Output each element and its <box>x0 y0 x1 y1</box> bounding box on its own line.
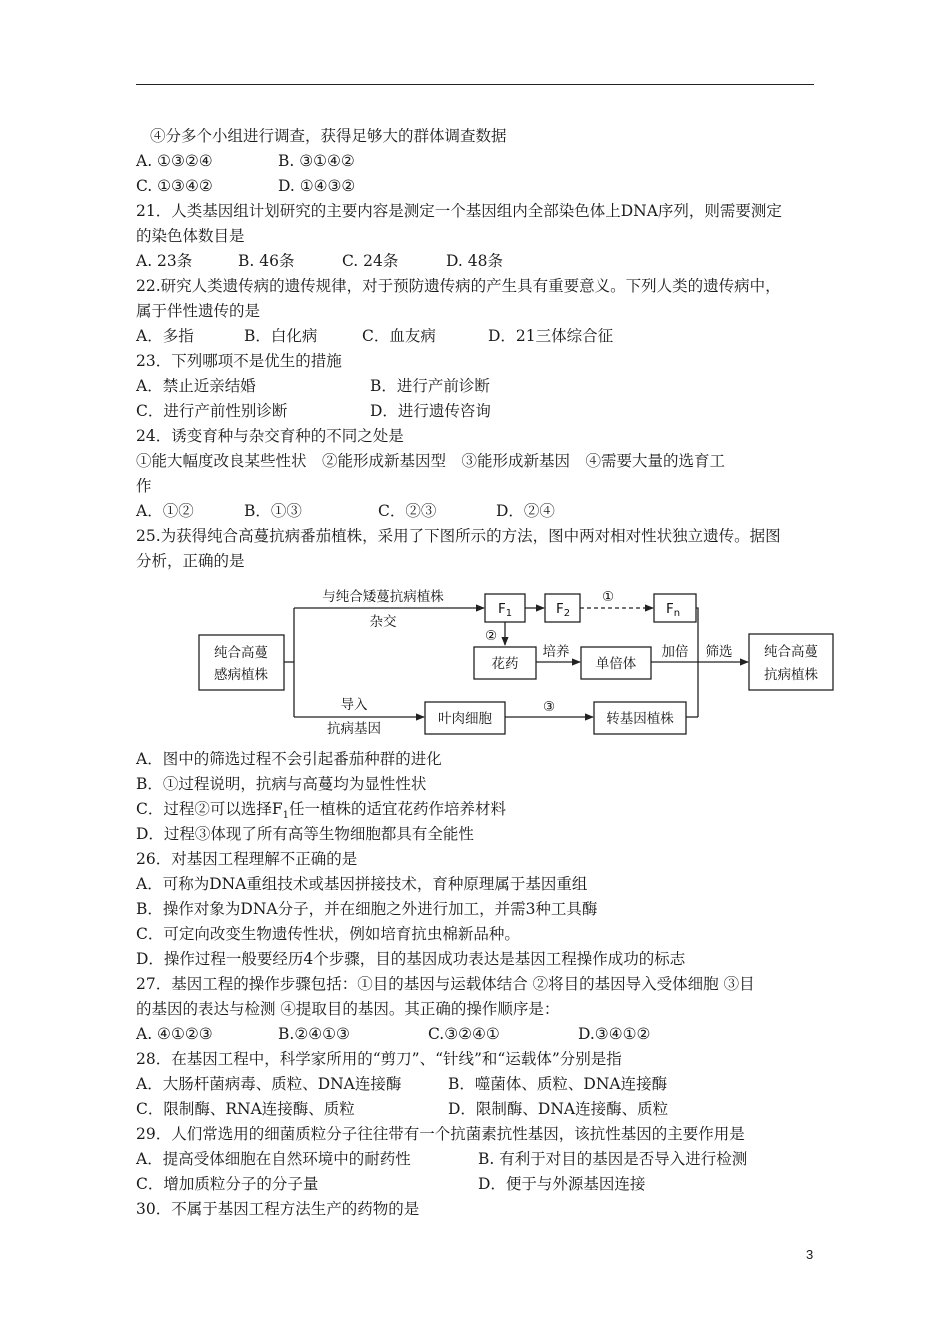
q29-option-b: B. 有利于对目的基因是否导入进行检测 <box>478 1150 748 1168</box>
q22-option-b: B．白化病 <box>244 327 318 345</box>
end-label-line1: 纯合高蔓 <box>764 644 818 660</box>
end-label-line2: 抗病植株 <box>764 667 818 683</box>
q24-items-line2: 作 <box>136 477 152 495</box>
q24-option-b: B．①③ <box>244 502 302 520</box>
q28-option-c: C．限制酶、RNA连接酶、质粒 <box>136 1100 355 1118</box>
q20-option-a: A. ①③②④ <box>136 152 213 170</box>
q26-stem: 26．对基因工程理解不正确的是 <box>136 850 358 868</box>
q25-option-b: B．①过程说明，抗病与高蔓均为显性性状 <box>136 775 427 793</box>
q30-stem: 30．不属于基因工程方法生产的药物的是 <box>136 1200 420 1218</box>
q25-stem-line1: 25.为获得纯合高蔓抗病番茄植株，采用了下图所示的方法，图中两对相对性状独立遗传。据图 <box>136 527 781 545</box>
q27-stem-line2: 的基因的表达与检测 ④提取目的基因。其正确的操作顺序是： <box>136 1000 560 1018</box>
q23-option-c: C．进行产前性别诊断 <box>136 402 288 420</box>
select-label: 筛选 <box>705 644 733 660</box>
q25-option-c: C．过程②可以选择$F_1$任一植株的适宜花药作培养材料 <box>136 800 507 822</box>
q26-option-c: C．可定向改变生物遗传性状，例如培育抗虫棉新品种。 <box>136 925 520 943</box>
anther-label: 花药 <box>491 656 519 672</box>
q21-option-c: C. 24条 <box>342 252 399 270</box>
step2-label: ② <box>484 628 498 644</box>
mesophyll-label: 叶肉细胞 <box>438 711 492 727</box>
import-label-2: 抗病基因 <box>327 721 381 737</box>
q21-option-d: D. 48条 <box>446 252 503 270</box>
q26-option-a: A．可称为DNA重组技术或基因拼接技术，育种原理属于基因重组 <box>136 875 588 893</box>
q24-option-a: A．①② <box>136 502 194 520</box>
header-rule <box>136 84 814 85</box>
q27-option-b: B.②④①③ <box>278 1025 350 1043</box>
q28-option-a: A．大肠杆菌病毒、质粒、DNA连接酶 <box>136 1075 402 1093</box>
q21-option-a: A. 23条 <box>136 252 193 270</box>
q29-option-c: C．增加质粒分子的分子量 <box>136 1175 319 1193</box>
q26-option-d: D．操作过程一般要经历4个步骤，目的基因成功表达是基因工程操作成功的标志 <box>136 950 686 968</box>
q27-option-c: C.③②④① <box>428 1025 500 1043</box>
q27-stem-line1: 27．基因工程的操作步骤包括：①目的基因与运载体结合 ②将目的基因导入受体细胞 ③目 <box>136 975 755 993</box>
q21-option-b: B. 46条 <box>238 252 295 270</box>
q28-option-d: D．限制酶、DNA连接酶、质粒 <box>448 1100 669 1118</box>
q22-stem-line2: 属于伴性遗传的是 <box>136 302 261 320</box>
q25-option-d: D．过程③体现了所有高等生物细胞都具有全能性 <box>136 825 474 843</box>
q27-option-d: D.③④①② <box>578 1025 651 1043</box>
q23-stem: 23．下列哪项不是优生的措施 <box>136 352 342 370</box>
q22-option-d: D．21三体综合征 <box>488 327 614 345</box>
q23-option-a: A．禁止近亲结婚 <box>136 377 256 395</box>
haploid-label: 单倍体 <box>595 656 637 672</box>
page-number: 3 <box>806 1247 814 1262</box>
f2-label: $F_2$ <box>556 601 571 619</box>
q24-option-d: D．②④ <box>496 502 555 520</box>
cross-label: 与纯合矮蔓抗病植株 <box>322 589 444 605</box>
q28-stem: 28．在基因工程中，科学家所用的“剪刀”、“针线”和“运载体”分别是指 <box>136 1050 622 1068</box>
f1-label: $F_1$ <box>498 601 513 619</box>
q22-option-c: C．血友病 <box>362 327 436 345</box>
step3-label: ③ <box>542 699 556 715</box>
q20-item4: ④分多个小组进行调查，获得足够大的群体调查数据 <box>150 127 507 145</box>
q21-stem-line1: 21．人类基因组计划研究的主要内容是测定一个基因组内全部染色体上DNA序列，则需要测定 <box>136 202 782 220</box>
q29-option-d: D．便于与外源基因连接 <box>478 1175 646 1193</box>
transgenic-label: 转基因植株 <box>606 711 674 727</box>
q28-option-b: B．噬菌体、质粒、DNA连接酶 <box>448 1075 668 1093</box>
import-label-1: 导入 <box>340 697 368 713</box>
start-label-line1: 纯合高蔓 <box>214 645 268 661</box>
cross-label-2: 杂交 <box>369 614 397 630</box>
q20-option-b: B. ③①④② <box>278 152 355 170</box>
q25-stem-line2: 分析，正确的是 <box>136 552 245 570</box>
q26-option-b: B．操作对象为DNA分子，并在细胞之外进行加工，并需3种工具酶 <box>136 900 598 918</box>
q29-option-a: A．提高受体细胞在自然环境中的耐药性 <box>136 1150 411 1168</box>
q23-option-b: B．进行产前诊断 <box>370 377 490 395</box>
start-label-line2: 感病植株 <box>214 667 268 683</box>
q25-option-a: A．图中的筛选过程不会引起番茄种群的进化 <box>136 750 442 768</box>
breeding-flow-diagram <box>190 582 850 742</box>
q22-option-a: A．多指 <box>136 327 194 345</box>
double-label: 加倍 <box>661 644 689 660</box>
q29-stem: 29．人们常选用的细菌质粒分子往往带有一个抗菌素抗性基因，该抗性基因的主要作用是 <box>136 1125 745 1143</box>
q24-items-line1: ①能大幅度改良某些性状 ②能形成新基因型 ③能形成新基因 ④需要大量的选育工 <box>136 452 726 470</box>
q21-stem-line2: 的染色体数目是 <box>136 227 245 245</box>
q27-option-a: A. ④①②③ <box>136 1025 213 1043</box>
q22-stem-line1: 22.研究人类遗传病的遗传规律，对于预防遗传病的产生具有重要意义。下列人类的遗传病中， <box>136 277 781 295</box>
culture-label: 培养 <box>542 644 570 660</box>
q20-option-c: C. ①③④② <box>136 177 213 195</box>
q24-option-c: C．②③ <box>378 502 437 520</box>
q23-option-d: D．进行遗传咨询 <box>370 402 491 420</box>
step1-label: ① <box>601 589 615 605</box>
fn-label: $F_n$ <box>666 601 681 619</box>
q20-option-d: D. ①④③② <box>278 177 356 195</box>
q24-stem: 24．诱变育种与杂交育种的不同之处是 <box>136 427 404 445</box>
